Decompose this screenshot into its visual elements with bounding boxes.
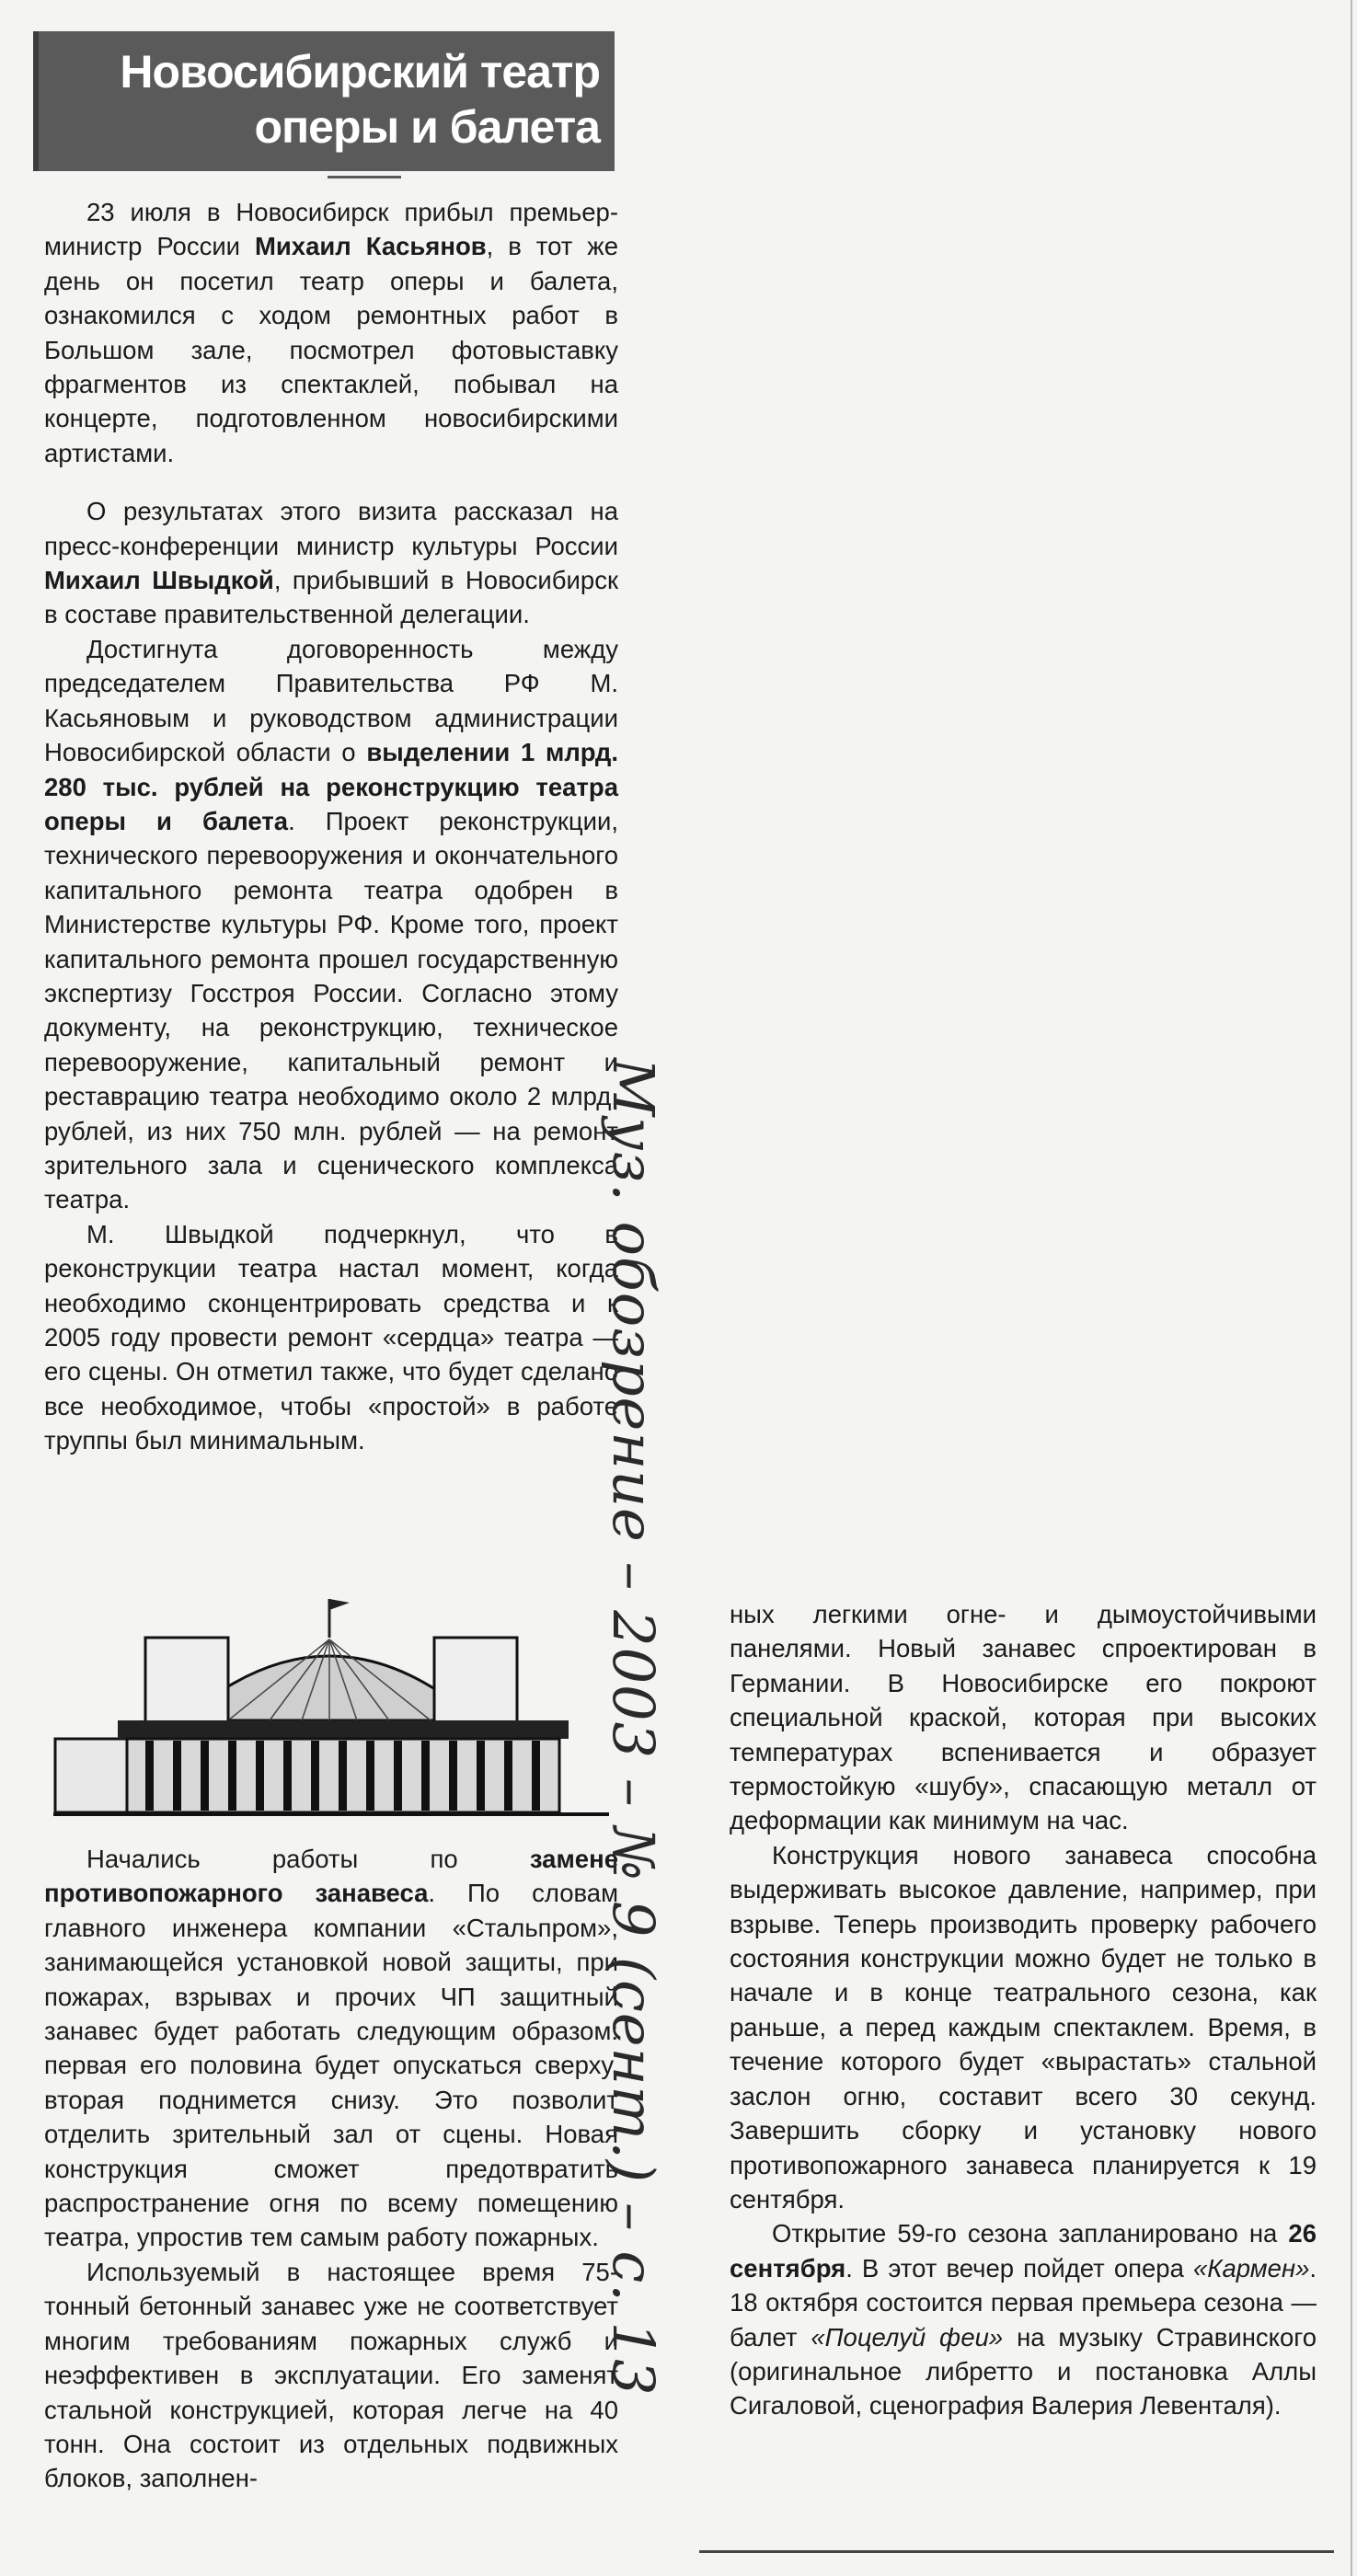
bottom-rule [699,2550,1334,2553]
p5-bold: замене противопожарного занавеса [44,1845,618,1908]
p3-rest: . Проект реконструкции, технического перевооружения и окончательного капитального ремонта театра одобрен в Министерстве культуры РФ. Кроме того, проект капитального ремонта прошел государственную экспертизу Госстроя России. Согласно этому документу, на реконструкцию, техническое перевооружение, капитальный ремонт и реставрацию театра необходимо около 2 млрд. рублей, из них 750 млн. рублей — на ремонт зрительного зала и сценического комплекса театра. [44,806,618,1214]
paragraph-6-continued: ных легкими огне- и дымоустойчивыми панелями. Новый занавес спроектирован в Германии. В Новосибирске его покроют специальной краской, которая при высоких температурах вспенивается и образует термостойкую «шубу», спасающую металл от деформации как минимум на час. [730,1600,1317,1835]
p1-bold: Михаил Касьянов [254,232,487,261]
headline-banner [33,31,615,171]
p2-text: О результатах этого визита рассказал на пресс-конференции министр культуры России [44,497,618,560]
p8-text: Открытие 59-го сезона запланировано на [772,2219,1278,2248]
p3-bold: выделении 1 млрд. 280 тыс. рублей на реконструкцию театра оперы и балета [44,738,619,835]
p2-rest: , прибывший в Новосибирск в составе правительственной делегации. [44,566,618,629]
p8-rest: на музыку Стравинского (оригинальное либретто и постановка Аллы Сигаловой, сценография Валерия Левенталя). [730,2322,1317,2421]
headline-line-1: Новосибирский театр [120,46,600,98]
p5-rest: . По словам главного инженера компании «Стальпром», занимающейся установкой новой защиты, при пожарах, взрывах и прочих ЧП защитный занавес будет работать следующим образом: первая его половина будет опускаться сверху, вторая поднимется снизу. Это позволит отделить зрительный зал от сцены. Новая конструкция сможет предотвратить распространение огня по всему помещению театра, упростив тем самым работу пожарных. [44,1879,618,2252]
right-wing [434,1638,517,1730]
left-wing [145,1638,228,1730]
p8-mid: . В этот вечер пойдет опера [845,2253,1184,2283]
paragraph-1 [44,195,618,470]
paragraph-5 [44,1842,618,2255]
paragraph-6: Используемый в настоящее время 75-тонный бетонный занавес уже не соответствует многим требованиям пожарных служб и неэффективен в эксплуатации. Его заменят стальной конструкцией, которая легче на 40 тонн. Она состоит из отдельных подвижных блоков, заполнен- [44,2257,618,2493]
theatre-building-illustration [53,1582,609,1822]
headline-underline [328,176,401,178]
clipping-edge [1351,0,1352,2576]
colonnade [145,1741,540,1811]
article-column-left-bottom [44,1842,618,2496]
article-column-left [44,195,618,1458]
p1-rest: , в тот же день он посетил театр оперы и балета, ознакомился с ходом ремонтных работ в Большом зале, посмотрел фотовыставку фрагментов из спектаклей, побывал на концерте, подготовленном новосибирскими артистами. [44,232,618,467]
p2-bold: Михаил Швыдкой [44,566,274,595]
p1-text: 23 июля в Новосибирск прибыл премьер-министр России [44,198,618,261]
p8-bold: 26 сентября [730,2219,1317,2283]
p8-italic-carmen: «Кармен» [1193,2253,1310,2283]
p8-italic-kiss: «Поцелуй феи» [811,2322,1004,2352]
cornice [118,1720,569,1739]
p8-mid2: . 18 октября состоится первая премьера сезона — балет [730,2253,1317,2352]
p5-text: Начались работы по [86,1845,458,1873]
paragraph-gap [44,470,618,494]
headline-line-2: оперы и балета [254,101,600,153]
handwritten-source-note: Муз. обозрение – 2003 – № 9 (сент.) – с. 13 [600,1058,667,2397]
paragraph-4: М. Швыдкой подчеркнул, что в реконструкции театра настал момент, когда необходимо сконцентрировать средства и к 2005 году провести ремонт «сердца» театра — его сцены. Он отметил также, что будет сделано все необходимое, чтобы «простой» в работе труппы был минимальным. [44,1219,618,1455]
p3-text: Достигнута договоренность между председателем Правительства РФ М. Касьяновым и руководством администрации Новосибирской области о [44,634,618,767]
paragraph-2 [44,494,618,632]
paragraph-8 [730,2216,1317,2422]
paragraph-7: Конструкция нового занавеса способна выдерживать высокое давление, например, при взрыве. Теперь производить проверку рабочего состояния конструкции можно будет не только в начале и в конце театрального сезона, как раньше, а перед каждым спектаклем. Время, в течение которого будет «вырастать» стальной заслон огню, составит всего 30 секунд. Завершить сборку и установку нового противопожарного занавеса планируется к 19 сентября. [730,1840,1317,2214]
article-column-right [730,1597,1317,2423]
paragraph-3 [44,632,618,1217]
